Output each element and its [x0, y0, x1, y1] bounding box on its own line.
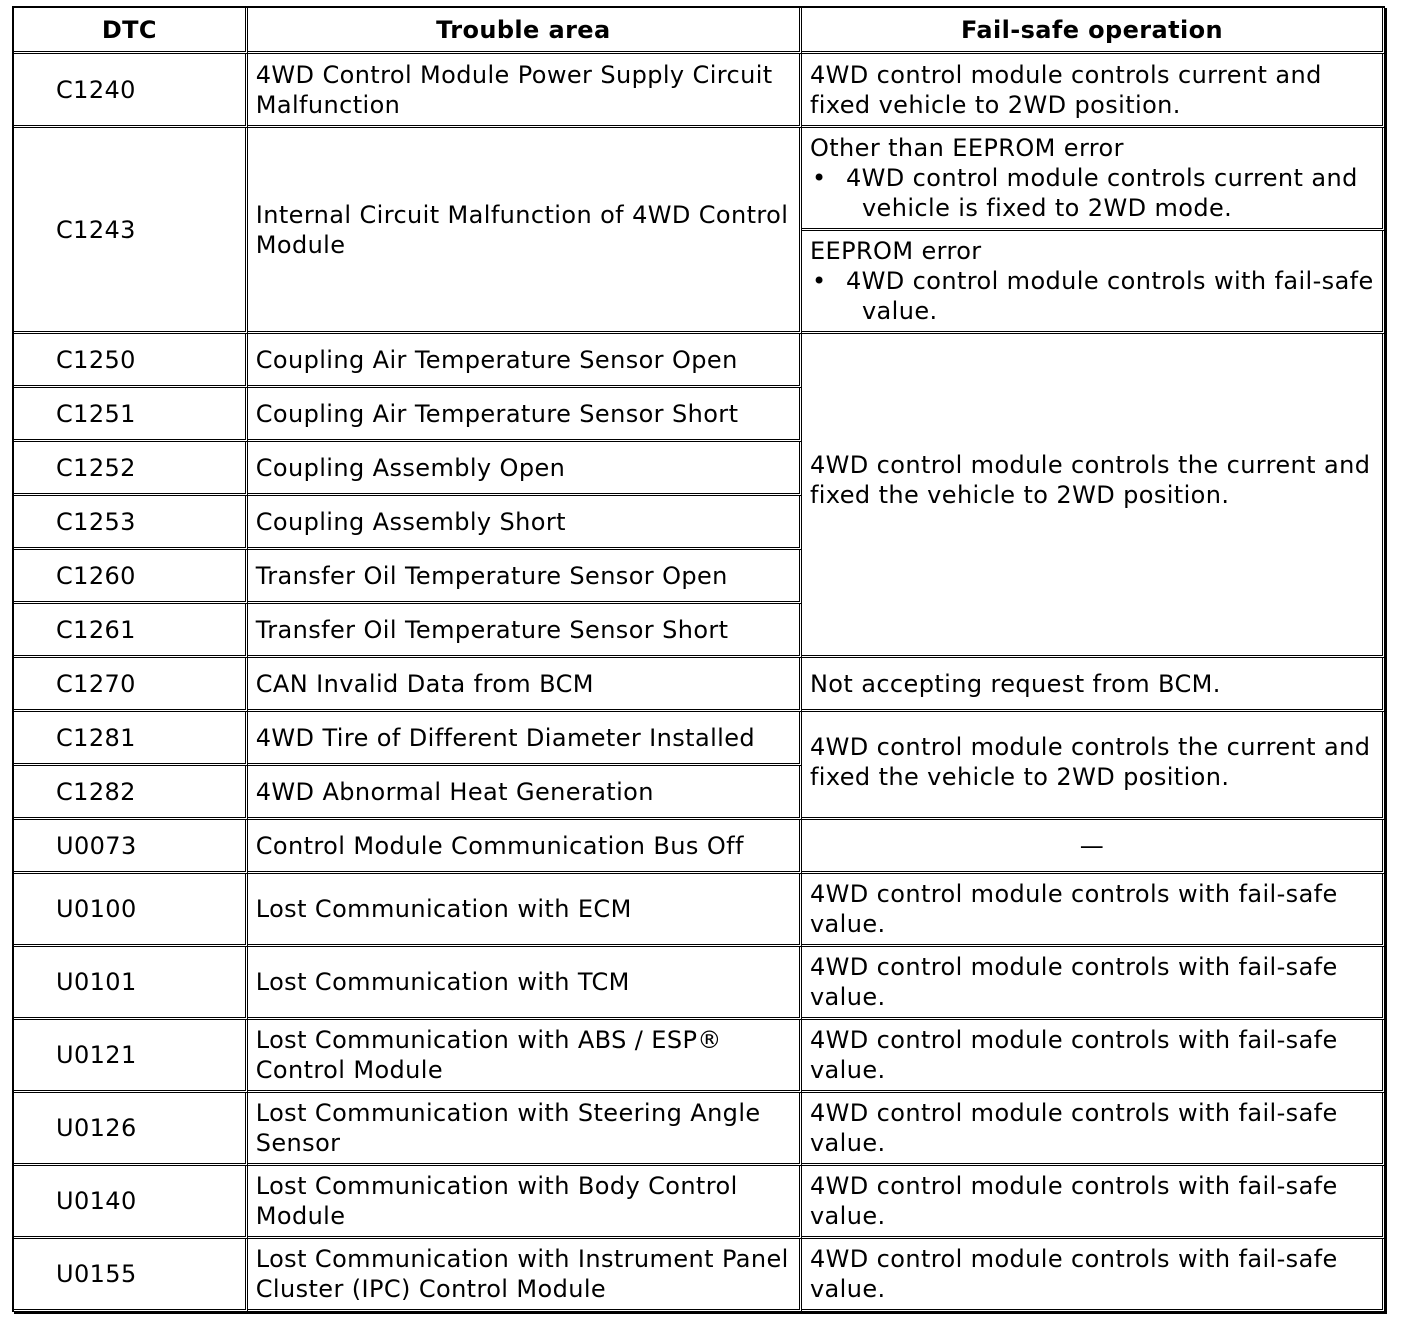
- trouble-area: Lost Communication with Body Control Module: [248, 1166, 802, 1239]
- header-fail-safe-operation: Fail-safe operation: [802, 8, 1385, 54]
- dtc-code: C1240: [14, 54, 248, 128]
- dtc-code: C1251: [14, 388, 248, 442]
- table-row: [14, 658, 1385, 712]
- dtc-fail-safe-table: [12, 6, 1385, 1312]
- dtc-code: U0126: [14, 1093, 248, 1166]
- trouble-area: Coupling Assembly Short: [248, 496, 802, 550]
- dtc-code: C1252: [14, 442, 248, 496]
- table-row: [14, 1166, 1385, 1239]
- table-row: [14, 947, 1385, 1020]
- fail-safe-operation: 4WD control module controls current and fixed vehicle to 2WD position.: [802, 54, 1385, 128]
- header-dtc: DTC: [14, 8, 248, 54]
- trouble-area: CAN Invalid Data from BCM: [248, 658, 802, 712]
- fail-safe-bullet: [810, 266, 1382, 326]
- trouble-area: Control Module Communication Bus Off: [248, 820, 802, 874]
- fail-safe-title: EEPROM error: [809, 237, 982, 265]
- dtc-code: C1250: [14, 334, 248, 388]
- fail-safe-operation-eeprom: [802, 231, 1385, 334]
- trouble-area: Lost Communication with Instrument Panel Cluster (IPC) Control Module: [248, 1239, 802, 1312]
- bullet-icon: •: [811, 164, 827, 192]
- bullet-icon: •: [811, 267, 827, 295]
- trouble-area: Internal Circuit Malfunction of 4WD Control Module: [248, 128, 802, 334]
- trouble-area: 4WD Tire of Different Diameter Installed: [248, 712, 802, 766]
- fail-safe-operation: 4WD control module controls with fail-safe value.: [802, 874, 1385, 947]
- trouble-area: Lost Communication with Steering Angle Sensor: [248, 1093, 802, 1166]
- dtc-code: C1281: [14, 712, 248, 766]
- fail-safe-operation: Not accepting request from BCM.: [802, 658, 1385, 712]
- bullet-text-line-1: 4WD control module controls with fail-safe: [845, 267, 1374, 295]
- table-row: [14, 1093, 1385, 1166]
- fail-safe-operation: 4WD control module controls with fail-safe value.: [802, 947, 1385, 1020]
- trouble-area: Coupling Air Temperature Sensor Open: [248, 334, 802, 388]
- fail-safe-operation: 4WD control module controls the current and fixed the vehicle to 2WD position.: [802, 334, 1385, 658]
- trouble-area: Transfer Oil Temperature Sensor Open: [248, 550, 802, 604]
- table-row: [14, 1239, 1385, 1312]
- dtc-code: U0100: [14, 874, 248, 947]
- table-row: [14, 128, 1385, 231]
- bullet-text-line-1: 4WD control module controls current and: [845, 164, 1358, 192]
- table-row: [14, 1020, 1385, 1093]
- dtc-code: U0073: [14, 820, 248, 874]
- table-row: [14, 820, 1385, 874]
- trouble-area: Lost Communication with ECM: [248, 874, 802, 947]
- dtc-code: C1253: [14, 496, 248, 550]
- trouble-area: Transfer Oil Temperature Sensor Short: [248, 604, 802, 658]
- fail-safe-operation: 4WD control module controls with fail-safe value.: [802, 1020, 1385, 1093]
- trouble-area: Lost Communication with ABS / ESP® Control Module: [248, 1020, 802, 1093]
- trouble-area: 4WD Abnormal Heat Generation: [248, 766, 802, 820]
- dtc-code: U0155: [14, 1239, 248, 1312]
- table-row: [14, 712, 1385, 766]
- table-row: [14, 334, 1385, 388]
- fail-safe-operation: —: [802, 820, 1385, 874]
- dtc-table-wrapper: [12, 6, 1385, 1312]
- fail-safe-operation: 4WD control module controls with fail-safe value.: [802, 1093, 1385, 1166]
- table-row: [14, 874, 1385, 947]
- fail-safe-bullet: [810, 163, 1382, 223]
- dtc-code: C1270: [14, 658, 248, 712]
- bullet-text-line-2: vehicle is fixed to 2WD mode.: [861, 194, 1233, 222]
- dtc-code: C1261: [14, 604, 248, 658]
- dtc-code: C1260: [14, 550, 248, 604]
- bullet-text-line-2: value.: [861, 297, 938, 325]
- trouble-area: Coupling Air Temperature Sensor Short: [248, 388, 802, 442]
- fail-safe-title: Other than EEPROM error: [809, 134, 1124, 162]
- dtc-code: U0140: [14, 1166, 248, 1239]
- header-row: [14, 8, 1385, 54]
- trouble-area: Coupling Assembly Open: [248, 442, 802, 496]
- trouble-area: Lost Communication with TCM: [248, 947, 802, 1020]
- dtc-code: C1282: [14, 766, 248, 820]
- trouble-area: 4WD Control Module Power Supply Circuit Malfunction: [248, 54, 802, 128]
- fail-safe-operation: 4WD control module controls with fail-safe value.: [802, 1239, 1385, 1312]
- dtc-code: U0121: [14, 1020, 248, 1093]
- fail-safe-operation: 4WD control module controls with fail-safe value.: [802, 1166, 1385, 1239]
- dtc-code: C1243: [14, 128, 248, 334]
- fail-safe-operation: 4WD control module controls the current and fixed the vehicle to 2WD position.: [802, 712, 1385, 820]
- fail-safe-operation-other-than-eeprom: [802, 128, 1385, 231]
- header-trouble-area: Trouble area: [248, 8, 802, 54]
- table-row: [14, 54, 1385, 128]
- dtc-code: U0101: [14, 947, 248, 1020]
